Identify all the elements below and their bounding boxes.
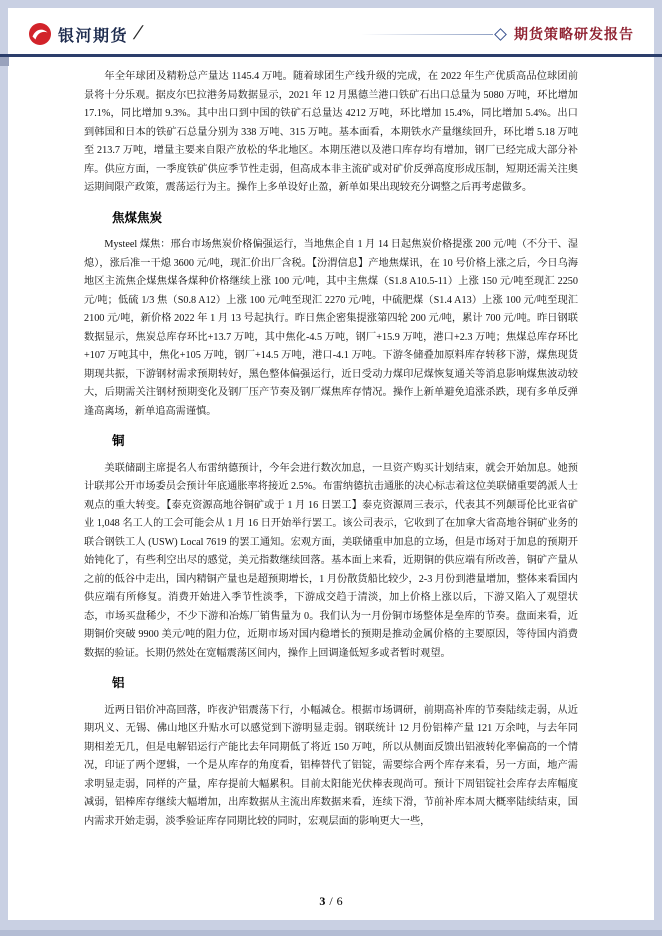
report-type-label: 期货策略研发报告 [514,26,634,42]
logo-text: 银河期货 [58,27,129,45]
report-body [84,68,578,831]
header-divider [0,54,662,57]
logo-slash: / [132,23,143,44]
section-heading-coking-coal: 焦煤焦炭 [112,210,163,225]
galaxy-logo-icon [28,22,52,46]
page-bottom-edge [0,930,662,936]
paragraph-iron-ore: 年全年球团及精粉总产量达 1145.4 万吨。随着球团生产线升级的完成，在 2022 年生产优质高品位球团前景将十分乐观。据皮尔巴拉港务局数据显示，2021 年 12 月黑德兰港口铁矿石出口总量为 5080 万吨，环比增加 17.1%，同比增加 9.3%。其中出口到中国的铁矿石总量达 4212 万吨，环比增加 15.4%，同比增加 5.4%。出口到韩国和日本的铁矿石总量分别为 338 万吨、315 万吨。基本面看，本期铁水产量继续回升，环比增 5.18 万吨至 213.7 万吨，增量主要来自限产放松的华北地区。本期压港以及港口库存均有增加，钢厂已经完成大部分补库。供应方面，一季度铁矿供应季节性走弱，但高成本非主流矿或对矿价反弹高度形成压制，短期还需关注奥运期间限产政策，震荡运行为主。操作上多单设好止盈，新单如果出现较充分调整之后再考虑做多。 [84,71,578,193]
company-logo [28,22,143,46]
paragraph-aluminum: 近两日铝价冲高回落，昨夜沪铝震荡下行，小幅减仓。根据市场调研，前期高补库的节奏陆续走弱，从近期巩义、无锡、佛山地区升贴水可以感觉到下游明显走弱。钢联统计 12 月份铝棒产量 121 万余吨，与去年同期相差无几，但是电解铝运行产能比去年同期低了将近 150 万吨，所以从侧面反馈出铝液转化率偏高的一个情况，印证了两个逻辑，一个是从库存的角度看，铝棒替代了铝锭，需要综合两个库存来看，另一方面，地产需求明显走弱，同样的产量，库存提前大幅累积。目前太阳能光伏棒表现尚可。预计下周铝锭社会库存去库幅度减弱，铝棒库存继续大幅增加，出库数据从主流出库数据来看，连续下滑，节前补库本周大概率陆续结束，国内需求开始走弱，淡季验证库存同期比较的同时，宏观层面的影响更大一些， [84,704,578,827]
paragraph-copper: 美联储副主席提名人布雷纳德预计，今年会进行数次加息，一旦资产购买计划结束，就会开始加息。她预计联邦公开市场委员会预计年底通胀率将接近 2.5%。布雷纳德抗击通胀的决心标志着这位美联储重要鸽派人士观点的重大转变。【泰克资源高地谷铜矿或于 1 月 16 日罢工】泰克资源周三表示，代表其不列颠哥伦比亚省矿业 1,048 名工人的工会可能会从 1 月 16 日开始举行罢工。该公司表示，它收到了在加拿大省高地谷铜矿业务的联合钢铁工人 (USW) Local 7619 的罢工通知。宏观方面，美联储重申加息的立场，但是市场对于加息的预期开始钝化了，有些利空出尽的感觉，美元指数继续回落。基本面上来看，近期铜的供应端有所改善，铜矿产量从之前的低谷中走出，国内精铜产量也是超预期增长，1 月份散货船比较少，2-3 月份到港量增加，整体来看国内供应端有所修复。消费开始进入季节性淡季，下游成交趋于清淡，加上价格上涨以后，下游又陷入了观望状态，市场买盘稀少，不少下游和冶炼厂销售量为 0。我们认为一月份铜市场整体是垒库的节奏。盘面来看，近期铜价突破 9900 美元/吨的阻力位，近期市场对国内稳增长的预期是推动金属价格的主要原因，等待国内消费数据的验证。长期仍然处在宽幅震荡区间内，操作上回调逢低短多或者暂时观望。 [84,462,578,659]
page-header [8,8,654,54]
paragraph-coking-coal: Mysteel 煤焦：邢台市场焦炭价格偏强运行，当地焦企自 1 月 14 日起焦炭价格提涨 200 元/吨（不分干、湿熄），涨后准一干熄 3600 元/吨，现汇价出厂含税。【汾渭信息】产地焦煤讯，在 10 号价格上涨之后，今日乌海地区主流焦企煤焦煤各煤种价格继续上涨 100 元/吨，其中主焦煤（S1.8 A10.5-11）上涨 150 元/吨至现汇 2250 元/吨；低硫 1/3 焦（S0.8 A12）上涨 100 元/吨至现汇 2270 元/吨，中硫肥煤（S1.4 A13）上涨 100 元/吨至现汇 2100 元/吨，新价格 2022 年 1 月 13 号起执行。昨日焦企密集提涨第四轮 200 元/吨，累计 700 元/吨。昨日钢联数据显示，焦炭总库存环比+13.7 万吨，其中焦化-4.5 万吨，钢厂+15.9 万吨，港口+2.3 万吨；焦煤总库存环比+107 万吨其中，焦化+105 万吨，钢厂+14.5 万吨，港口-4.1 万吨。下游冬储叠加原料库存转移下游，煤焦现货期现共振，下游钢材需求预期转好，黑色整体偏强运行，近日受动力煤印尼煤恢复通关等消息影响煤焦波动较大，后期需关注钢材预期变化及钢厂压产节奏及钢厂煤焦库存情况。操作上新单避免追涨杀跌，现有多单反弹逢高离场，新单追高需谨慎。 [84,239,578,417]
page-number-current: 3 [319,894,326,908]
page-number-separator: / [329,894,333,908]
page-number-total: 6 [336,894,343,908]
header-divider-tab [0,57,9,66]
header-decor-line [361,34,493,35]
section-heading-copper: 铜 [112,434,125,448]
report-type-banner [361,24,634,44]
page-footer [8,894,654,909]
section-heading-aluminum: 铝 [112,676,125,690]
diamond-icon [494,28,507,41]
paper-sheet [8,8,654,920]
